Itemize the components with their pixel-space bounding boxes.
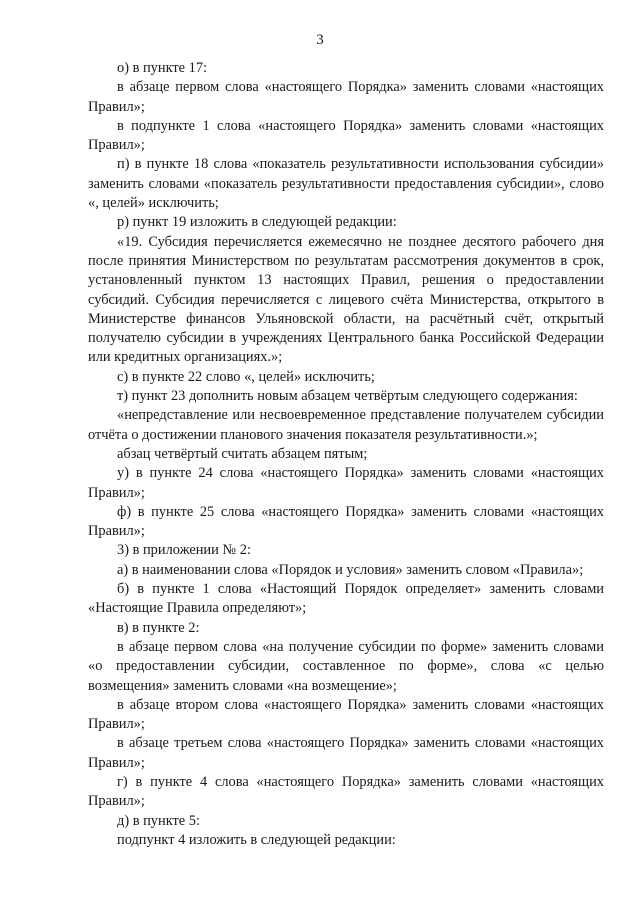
paragraph-20: г) в пункте 4 слова «настоящего Порядка» заменить словами «настоящих Правил»; — [88, 773, 604, 810]
paragraph-12: ф) в пункте 25 слова «настоящего Порядка» заменить словами «настоящих Правил»; — [88, 503, 604, 540]
paragraph-14: а) в наименовании слова «Порядок и условия» заменить словом «Правила»; — [117, 561, 584, 578]
paragraph-17: в абзаце первом слова «на получение субсидии по форме» заменить словами «о предоставлении субсидии, составленное по форме», слова «с целью возмещения» заменить словами «на возмещение»; — [88, 638, 604, 694]
paragraph-6: «19. Субсидия перечисляется ежемесячно не позднее десятого рабочего дня после принятия Министерством по результатам рассмотрения документов в срок, установленный пунктом 13 настоящих Правил, решения о предоставлении субсидий. Субсидия перечисляется с лицевого счёта Министерства, открытого в Министерстве финансов Ульяновской области, на расчётный счёт, открытый получателю субсидии в учреждениях Центрального банка Российской Федерации или кредитных организациях.»; — [88, 233, 604, 366]
paragraph-9: «непредставление или несвоевременное представление получателем субсидии отчёта о достижении планового значения показателя результативности.»; — [88, 407, 604, 443]
paragraph-5: р) пункт 19 изложить в следующей редакции: — [117, 214, 397, 231]
paragraph-3: в подпункте 1 слова «настоящего Порядка» заменить словами «настоящих Правил»; — [88, 117, 604, 154]
paragraph-11: у) в пункте 24 слова «настоящего Порядка» заменить словами «настоящих Правил»; — [88, 465, 604, 501]
paragraph-22: подпункт 4 изложить в следующей редакции: — [117, 831, 396, 848]
paragraph-19: в абзаце третьем слова «настоящего Порядка» заменить словами «настоящих Правил»; — [88, 735, 604, 771]
paragraph-4: п) в пункте 18 слова «показатель результативности использования субсидии» заменить словами «показатель результативности предоставления субсидии», слово «, целей» исключить; — [88, 156, 604, 212]
paragraph-7: с) в пункте 22 слово «, целей» исключить; — [117, 368, 375, 385]
paragraph-15: б) в пункте 1 слова «Настоящий Порядок определяет» заменить словами «Настоящие Правила определяют»; — [88, 581, 604, 617]
paragraph-18: в абзаце втором слова «настоящего Порядка» заменить словами «настоящих Правил»; — [88, 696, 604, 733]
paragraph-16: в) в пункте 2: — [117, 619, 200, 636]
paragraph-10: абзац четвёртый считать абзацем пятым; — [117, 445, 368, 462]
paragraph-21: д) в пункте 5: — [117, 812, 200, 829]
paragraph-2: в абзаце первом слова «настоящего Порядка» заменить словами «настоящих Правил»; — [88, 79, 604, 115]
document-body — [88, 59, 604, 850]
page-number: 3 — [316, 32, 324, 48]
paragraph-13: 3) в приложении № 2: — [117, 542, 251, 559]
paragraph-1: о) в пункте 17: — [117, 60, 208, 76]
paragraph-8: т) пункт 23 дополнить новым абзацем четвёртым следующего содержания: — [117, 388, 578, 405]
